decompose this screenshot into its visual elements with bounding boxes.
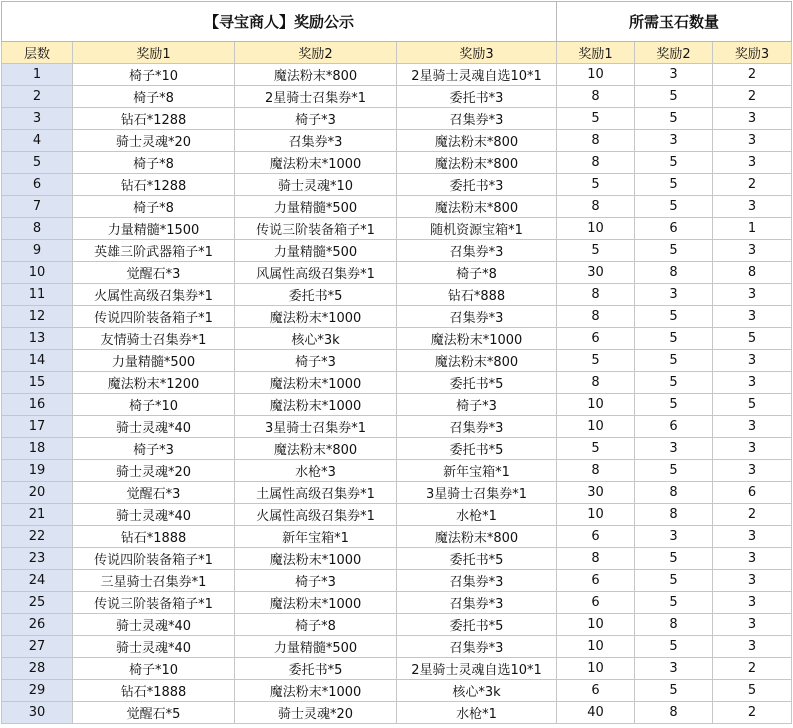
table-title: 【寻宝商人】奖励公示 — [2, 2, 557, 42]
layer-cell[interactable]: 28 — [2, 658, 73, 680]
cost-3-cell[interactable]: 6 — [713, 482, 792, 504]
reward-3-cell[interactable]: 魔法粉末*1000 — [397, 328, 557, 350]
cost-3-cell[interactable]: 3 — [713, 196, 792, 218]
table-row — [2, 416, 792, 438]
reward-2-cell[interactable]: 魔法粉末*1000 — [235, 372, 397, 394]
layer-cell[interactable]: 10 — [2, 262, 73, 284]
reward-2-cell[interactable]: 魔法粉末*1000 — [235, 592, 397, 614]
reward-1-cell[interactable]: 椅子*8 — [73, 196, 235, 218]
reward-2-cell[interactable]: 土属性高级召集券*1 — [235, 482, 397, 504]
reward-1-cell[interactable]: 钻石*1288 — [73, 174, 235, 196]
cost-3-cell[interactable]: 3 — [713, 460, 792, 482]
reward-3-cell[interactable]: 委托书*5 — [397, 372, 557, 394]
reward-1-cell[interactable]: 椅子*8 — [73, 86, 235, 108]
cost-1-cell[interactable]: 10 — [557, 416, 635, 438]
cost-3-cell[interactable]: 3 — [713, 548, 792, 570]
cost-2-cell[interactable]: 3 — [635, 658, 713, 680]
cost-2-cell[interactable]: 5 — [635, 636, 713, 658]
header-reward-3[interactable]: 奖励3 — [397, 42, 557, 64]
reward-1-cell[interactable]: 骑士灵魂*20 — [73, 130, 235, 152]
cost-1-cell[interactable]: 8 — [557, 130, 635, 152]
reward-2-cell[interactable]: 魔法粉末*800 — [235, 64, 397, 86]
reward-2-cell[interactable]: 力量精髓*500 — [235, 196, 397, 218]
layer-cell[interactable]: 23 — [2, 548, 73, 570]
table-row — [2, 460, 792, 482]
cost-2-cell[interactable]: 6 — [635, 218, 713, 240]
cost-1-cell[interactable]: 5 — [557, 438, 635, 460]
cost-3-cell[interactable]: 5 — [713, 394, 792, 416]
table-row — [2, 64, 792, 86]
reward-1-cell[interactable]: 钻石*1888 — [73, 526, 235, 548]
cost-2-cell[interactable]: 5 — [635, 196, 713, 218]
layer-cell[interactable]: 25 — [2, 592, 73, 614]
reward-2-cell[interactable]: 水枪*3 — [235, 460, 397, 482]
cost-3-cell[interactable]: 3 — [713, 570, 792, 592]
reward-3-cell[interactable]: 钻石*888 — [397, 284, 557, 306]
reward-1-cell[interactable]: 骑士灵魂*40 — [73, 504, 235, 526]
header-layer[interactable]: 层数 — [2, 42, 73, 64]
table-row — [2, 680, 792, 702]
table-body — [2, 64, 792, 724]
table-row — [2, 152, 792, 174]
table-row — [2, 702, 792, 724]
reward-3-cell[interactable]: 2星骑士灵魂自选10*1 — [397, 658, 557, 680]
reward-1-cell[interactable]: 友情骑士召集券*1 — [73, 328, 235, 350]
reward-2-cell[interactable]: 2星骑士召集券*1 — [235, 86, 397, 108]
cost-3-cell[interactable]: 2 — [713, 658, 792, 680]
cost-3-cell[interactable]: 5 — [713, 328, 792, 350]
cost-1-cell[interactable]: 30 — [557, 262, 635, 284]
header-cost-3[interactable]: 奖励3 — [713, 42, 792, 64]
layer-cell[interactable]: 1 — [2, 64, 73, 86]
cost-3-cell[interactable]: 3 — [713, 350, 792, 372]
reward-3-cell[interactable]: 魔法粉末*800 — [397, 526, 557, 548]
reward-1-cell[interactable]: 魔法粉末*1200 — [73, 372, 235, 394]
cost-3-cell[interactable]: 3 — [713, 130, 792, 152]
cost-3-cell[interactable]: 3 — [713, 372, 792, 394]
reward-1-cell[interactable]: 力量精髓*500 — [73, 350, 235, 372]
layer-cell[interactable]: 21 — [2, 504, 73, 526]
reward-2-cell[interactable]: 召集券*3 — [235, 130, 397, 152]
layer-cell[interactable]: 11 — [2, 284, 73, 306]
reward-2-cell[interactable]: 传说三阶装备箱子*1 — [235, 218, 397, 240]
cost-3-cell[interactable]: 3 — [713, 152, 792, 174]
layer-cell[interactable]: 14 — [2, 350, 73, 372]
layer-cell[interactable]: 30 — [2, 702, 73, 724]
table-row — [2, 350, 792, 372]
cost-1-cell[interactable]: 8 — [557, 372, 635, 394]
layer-cell[interactable]: 19 — [2, 460, 73, 482]
cost-3-cell[interactable]: 8 — [713, 262, 792, 284]
reward-sheet — [1, 1, 792, 726]
reward-3-cell[interactable]: 魔法粉末*800 — [397, 196, 557, 218]
reward-1-cell[interactable]: 传说三阶装备箱子*1 — [73, 592, 235, 614]
cost-2-cell[interactable]: 8 — [635, 614, 713, 636]
reward-2-cell[interactable]: 椅子*3 — [235, 108, 397, 130]
reward-2-cell[interactable]: 委托书*5 — [235, 284, 397, 306]
reward-3-cell[interactable]: 召集券*3 — [397, 636, 557, 658]
layer-cell[interactable]: 7 — [2, 196, 73, 218]
layer-cell[interactable]: 26 — [2, 614, 73, 636]
cost-3-cell[interactable]: 3 — [713, 306, 792, 328]
cost-group-title: 所需玉石数量 — [557, 2, 792, 42]
reward-3-cell[interactable]: 核心*3k — [397, 680, 557, 702]
cost-2-cell[interactable]: 5 — [635, 592, 713, 614]
layer-cell[interactable]: 5 — [2, 152, 73, 174]
reward-2-cell[interactable]: 椅子*8 — [235, 614, 397, 636]
cost-3-cell[interactable]: 1 — [713, 218, 792, 240]
layer-cell[interactable]: 4 — [2, 130, 73, 152]
cost-3-cell[interactable]: 2 — [713, 64, 792, 86]
table-row — [2, 504, 792, 526]
reward-2-cell[interactable]: 力量精髓*500 — [235, 240, 397, 262]
reward-table — [1, 1, 792, 724]
cost-3-cell[interactable]: 2 — [713, 702, 792, 724]
reward-3-cell[interactable]: 委托书*3 — [397, 174, 557, 196]
header-row — [2, 42, 792, 64]
reward-3-cell[interactable]: 召集券*3 — [397, 108, 557, 130]
reward-3-cell[interactable]: 新年宝箱*1 — [397, 460, 557, 482]
reward-2-cell[interactable]: 委托书*5 — [235, 658, 397, 680]
layer-cell[interactable]: 17 — [2, 416, 73, 438]
cost-3-cell[interactable]: 3 — [713, 592, 792, 614]
cost-3-cell[interactable]: 3 — [713, 438, 792, 460]
reward-2-cell[interactable]: 椅子*3 — [235, 570, 397, 592]
layer-cell[interactable]: 2 — [2, 86, 73, 108]
table-row — [2, 174, 792, 196]
reward-3-cell[interactable]: 召集券*3 — [397, 592, 557, 614]
table-row — [2, 284, 792, 306]
cost-1-cell[interactable]: 8 — [557, 548, 635, 570]
reward-3-cell[interactable]: 3星骑士召集券*1 — [397, 482, 557, 504]
cost-3-cell[interactable]: 2 — [713, 174, 792, 196]
cost-3-cell[interactable]: 3 — [713, 416, 792, 438]
cost-2-cell[interactable]: 3 — [635, 64, 713, 86]
title-row — [2, 2, 792, 42]
cost-1-cell[interactable]: 5 — [557, 174, 635, 196]
cost-2-cell[interactable]: 3 — [635, 526, 713, 548]
reward-1-cell[interactable]: 钻石*1888 — [73, 680, 235, 702]
cost-2-cell[interactable]: 5 — [635, 108, 713, 130]
layer-cell[interactable]: 3 — [2, 108, 73, 130]
layer-cell[interactable]: 16 — [2, 394, 73, 416]
reward-3-cell[interactable]: 椅子*3 — [397, 394, 557, 416]
reward-2-cell[interactable]: 魔法粉末*1000 — [235, 152, 397, 174]
cost-3-cell[interactable]: 3 — [713, 108, 792, 130]
cost-2-cell[interactable]: 8 — [635, 262, 713, 284]
layer-cell[interactable]: 13 — [2, 328, 73, 350]
reward-3-cell[interactable]: 魔法粉末*800 — [397, 130, 557, 152]
cost-1-cell[interactable]: 5 — [557, 240, 635, 262]
header-reward-1[interactable]: 奖励1 — [73, 42, 235, 64]
cost-1-cell[interactable]: 8 — [557, 460, 635, 482]
table-row — [2, 196, 792, 218]
layer-cell[interactable]: 15 — [2, 372, 73, 394]
cost-2-cell[interactable]: 8 — [635, 504, 713, 526]
reward-3-cell[interactable]: 委托书*5 — [397, 438, 557, 460]
reward-1-cell[interactable]: 传说四阶装备箱子*1 — [73, 548, 235, 570]
cost-1-cell[interactable]: 8 — [557, 86, 635, 108]
cost-2-cell[interactable]: 5 — [635, 548, 713, 570]
reward-2-cell[interactable]: 魔法粉末*1000 — [235, 548, 397, 570]
reward-2-cell[interactable]: 骑士灵魂*20 — [235, 702, 397, 724]
cost-2-cell[interactable]: 5 — [635, 680, 713, 702]
cost-2-cell[interactable]: 5 — [635, 372, 713, 394]
reward-3-cell[interactable]: 魔法粉末*800 — [397, 350, 557, 372]
reward-1-cell[interactable]: 觉醒石*3 — [73, 262, 235, 284]
cost-1-cell[interactable]: 8 — [557, 152, 635, 174]
reward-3-cell[interactable]: 委托书*5 — [397, 614, 557, 636]
reward-1-cell[interactable]: 骑士灵魂*20 — [73, 460, 235, 482]
reward-3-cell[interactable]: 2星骑士灵魂自选10*1 — [397, 64, 557, 86]
cost-1-cell[interactable]: 6 — [557, 592, 635, 614]
cost-2-cell[interactable]: 5 — [635, 174, 713, 196]
reward-2-cell[interactable]: 魔法粉末*1000 — [235, 680, 397, 702]
layer-cell[interactable]: 24 — [2, 570, 73, 592]
header-reward-2[interactable]: 奖励2 — [235, 42, 397, 64]
header-cost-1[interactable]: 奖励1 — [557, 42, 635, 64]
reward-3-cell[interactable]: 椅子*8 — [397, 262, 557, 284]
table-row — [2, 658, 792, 680]
cost-1-cell[interactable]: 6 — [557, 570, 635, 592]
reward-1-cell[interactable]: 三星骑士召集券*1 — [73, 570, 235, 592]
reward-1-cell[interactable]: 椅子*10 — [73, 658, 235, 680]
reward-1-cell[interactable]: 骑士灵魂*40 — [73, 636, 235, 658]
cost-2-cell[interactable]: 5 — [635, 328, 713, 350]
reward-3-cell[interactable]: 委托书*5 — [397, 548, 557, 570]
reward-3-cell[interactable]: 水枪*1 — [397, 504, 557, 526]
reward-2-cell[interactable]: 魔法粉末*800 — [235, 438, 397, 460]
cost-3-cell[interactable]: 2 — [713, 504, 792, 526]
cost-2-cell[interactable]: 8 — [635, 482, 713, 504]
table-row — [2, 548, 792, 570]
reward-2-cell[interactable]: 魔法粉末*1000 — [235, 394, 397, 416]
layer-cell[interactable]: 9 — [2, 240, 73, 262]
table-row — [2, 614, 792, 636]
table-row — [2, 240, 792, 262]
reward-1-cell[interactable]: 椅子*3 — [73, 438, 235, 460]
reward-2-cell[interactable]: 魔法粉末*1000 — [235, 306, 397, 328]
cost-2-cell[interactable]: 8 — [635, 702, 713, 724]
layer-cell[interactable]: 20 — [2, 482, 73, 504]
cost-3-cell[interactable]: 3 — [713, 284, 792, 306]
table-row — [2, 218, 792, 240]
table-row — [2, 482, 792, 504]
reward-1-cell[interactable]: 英雄三阶武器箱子*1 — [73, 240, 235, 262]
layer-cell[interactable]: 22 — [2, 526, 73, 548]
cost-1-cell[interactable]: 30 — [557, 482, 635, 504]
cost-1-cell[interactable]: 5 — [557, 108, 635, 130]
table-row — [2, 438, 792, 460]
cost-1-cell[interactable]: 8 — [557, 196, 635, 218]
reward-2-cell[interactable]: 火属性高级召集券*1 — [235, 504, 397, 526]
cost-1-cell[interactable]: 40 — [557, 702, 635, 724]
reward-3-cell[interactable]: 召集券*3 — [397, 306, 557, 328]
cost-1-cell[interactable]: 8 — [557, 284, 635, 306]
cost-3-cell[interactable]: 3 — [713, 240, 792, 262]
cost-3-cell[interactable]: 3 — [713, 526, 792, 548]
table-row — [2, 570, 792, 592]
cost-2-cell[interactable]: 5 — [635, 86, 713, 108]
header-cost-2[interactable]: 奖励2 — [635, 42, 713, 64]
layer-cell[interactable]: 6 — [2, 174, 73, 196]
reward-1-cell[interactable]: 骑士灵魂*40 — [73, 416, 235, 438]
cost-1-cell[interactable]: 10 — [557, 64, 635, 86]
cost-2-cell[interactable]: 3 — [635, 284, 713, 306]
cost-3-cell[interactable]: 3 — [713, 636, 792, 658]
cost-3-cell[interactable]: 5 — [713, 680, 792, 702]
reward-1-cell[interactable]: 觉醒石*3 — [73, 482, 235, 504]
reward-1-cell[interactable]: 觉醒石*5 — [73, 702, 235, 724]
cost-2-cell[interactable]: 5 — [635, 240, 713, 262]
reward-2-cell[interactable]: 椅子*3 — [235, 350, 397, 372]
reward-2-cell[interactable]: 风属性高级召集券*1 — [235, 262, 397, 284]
cost-2-cell[interactable]: 5 — [635, 152, 713, 174]
cost-1-cell[interactable]: 6 — [557, 680, 635, 702]
reward-1-cell[interactable]: 传说四阶装备箱子*1 — [73, 306, 235, 328]
cost-1-cell[interactable]: 10 — [557, 218, 635, 240]
layer-cell[interactable]: 18 — [2, 438, 73, 460]
cost-1-cell[interactable]: 10 — [557, 394, 635, 416]
table-row — [2, 526, 792, 548]
cost-1-cell[interactable]: 8 — [557, 306, 635, 328]
cost-2-cell[interactable]: 3 — [635, 438, 713, 460]
reward-3-cell[interactable]: 召集券*3 — [397, 416, 557, 438]
cost-3-cell[interactable]: 2 — [713, 86, 792, 108]
cost-1-cell[interactable]: 10 — [557, 658, 635, 680]
reward-1-cell[interactable]: 椅子*10 — [73, 394, 235, 416]
reward-3-cell[interactable]: 魔法粉末*800 — [397, 152, 557, 174]
layer-cell[interactable]: 12 — [2, 306, 73, 328]
reward-2-cell[interactable]: 核心*3k — [235, 328, 397, 350]
reward-2-cell[interactable]: 力量精髓*500 — [235, 636, 397, 658]
reward-1-cell[interactable]: 椅子*8 — [73, 152, 235, 174]
table-row — [2, 394, 792, 416]
reward-1-cell[interactable]: 钻石*1288 — [73, 108, 235, 130]
cost-2-cell[interactable]: 6 — [635, 416, 713, 438]
table-row — [2, 636, 792, 658]
reward-3-cell[interactable]: 水枪*1 — [397, 702, 557, 724]
cost-2-cell[interactable]: 5 — [635, 394, 713, 416]
table-row — [2, 328, 792, 350]
cost-1-cell[interactable]: 10 — [557, 614, 635, 636]
table-row — [2, 592, 792, 614]
cost-2-cell[interactable]: 5 — [635, 460, 713, 482]
table-row — [2, 108, 792, 130]
table-row — [2, 306, 792, 328]
cost-1-cell[interactable]: 6 — [557, 328, 635, 350]
cost-2-cell[interactable]: 5 — [635, 306, 713, 328]
reward-3-cell[interactable]: 召集券*3 — [397, 240, 557, 262]
cost-1-cell[interactable]: 5 — [557, 350, 635, 372]
reward-3-cell[interactable]: 召集券*3 — [397, 570, 557, 592]
table-row — [2, 86, 792, 108]
cost-1-cell[interactable]: 10 — [557, 504, 635, 526]
reward-1-cell[interactable]: 火属性高级召集券*1 — [73, 284, 235, 306]
cost-1-cell[interactable]: 6 — [557, 526, 635, 548]
cost-2-cell[interactable]: 3 — [635, 130, 713, 152]
reward-2-cell[interactable]: 骑士灵魂*10 — [235, 174, 397, 196]
reward-3-cell[interactable]: 随机资源宝箱*1 — [397, 218, 557, 240]
table-row — [2, 262, 792, 284]
layer-cell[interactable]: 8 — [2, 218, 73, 240]
reward-3-cell[interactable]: 委托书*3 — [397, 86, 557, 108]
table-row — [2, 372, 792, 394]
cost-3-cell[interactable]: 3 — [713, 614, 792, 636]
cost-2-cell[interactable]: 5 — [635, 570, 713, 592]
reward-2-cell[interactable]: 新年宝箱*1 — [235, 526, 397, 548]
reward-1-cell[interactable]: 骑士灵魂*40 — [73, 614, 235, 636]
layer-cell[interactable]: 29 — [2, 680, 73, 702]
reward-2-cell[interactable]: 3星骑士召集券*1 — [235, 416, 397, 438]
table-row — [2, 130, 792, 152]
reward-1-cell[interactable]: 椅子*10 — [73, 64, 235, 86]
cost-1-cell[interactable]: 10 — [557, 636, 635, 658]
cost-2-cell[interactable]: 5 — [635, 350, 713, 372]
reward-1-cell[interactable]: 力量精髓*1500 — [73, 218, 235, 240]
layer-cell[interactable]: 27 — [2, 636, 73, 658]
